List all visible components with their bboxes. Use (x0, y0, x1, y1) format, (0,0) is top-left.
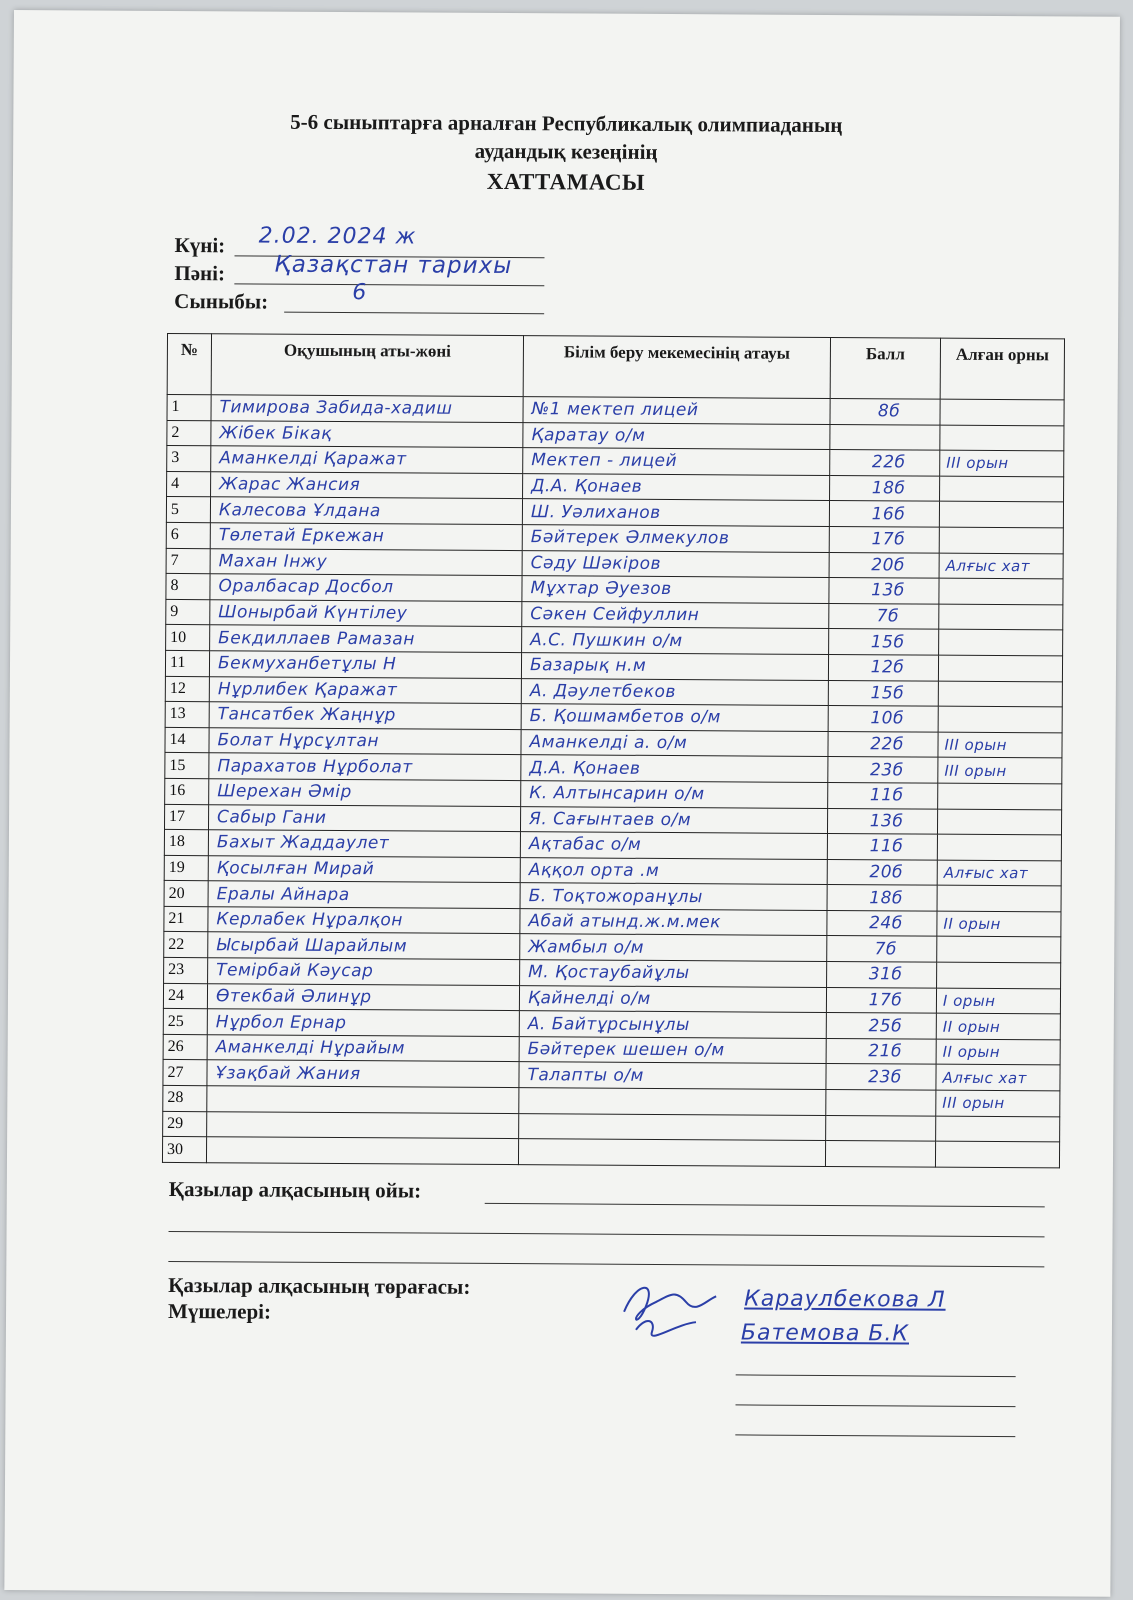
cell-number: 2 (167, 420, 211, 446)
cell-number: 26 (163, 1034, 207, 1060)
cell-student-name (207, 1086, 519, 1113)
cell-school: Мектеп - лицей (523, 448, 830, 475)
opinion-label: Қазылар алқасының ойы: (168, 1176, 422, 1203)
cell-place: II орын (937, 911, 1061, 937)
opinion-line-3 (168, 1261, 1044, 1267)
cell-school: Базарық н.м (521, 653, 828, 680)
title-line-2: аудандық кезеңінің (474, 138, 658, 164)
cell-place (938, 783, 1062, 809)
cell-place (938, 681, 1062, 707)
members-label: Мүшелері: (167, 1298, 272, 1324)
member-line-2 (735, 1404, 1015, 1407)
member-name: Батемова Б.К (740, 1320, 910, 1347)
cell-school: Бәйтерек Әлмекулов (522, 525, 829, 552)
cell-place: II орын (936, 1039, 1060, 1065)
cell-number: 27 (163, 1060, 207, 1086)
cell-place: Алғыс хат (939, 553, 1063, 579)
cell-number: 4 (167, 471, 211, 497)
cell-school (518, 1139, 825, 1166)
cell-number: 7 (166, 548, 210, 574)
cell-number: 29 (163, 1111, 207, 1137)
cell-student-name: Шерехан Әмір (209, 779, 521, 806)
cell-place: Алғыс хат (936, 1065, 1060, 1091)
subject-label: Пәні: (174, 260, 226, 286)
cell-school: М. Қостаубайұлы (520, 960, 827, 987)
cell-school: Қаратау о/м (523, 422, 830, 449)
cell-school: Абай атынд.ж.м.мек (520, 908, 827, 935)
cell-school: Талапты о/м (519, 1062, 826, 1089)
cell-place (937, 809, 1061, 835)
cell-number: 10 (166, 625, 210, 651)
cell-score (826, 1115, 936, 1141)
cell-score: 12б (828, 654, 938, 680)
cell-place (939, 630, 1063, 656)
cell-place: III орын (938, 757, 1062, 783)
cell-score: 13б (829, 578, 939, 604)
cell-score: 31б (827, 962, 937, 988)
cell-score (825, 1141, 935, 1167)
col-number: № (167, 333, 211, 394)
cell-school: Ақтабас о/м (520, 832, 827, 859)
chair-signature-icon (616, 1272, 726, 1343)
cell-number: 18 (164, 830, 208, 856)
cell-score (826, 1090, 936, 1116)
cell-student-name: Тимирова Забида-хадиш (211, 395, 523, 422)
cell-school (519, 1088, 826, 1115)
cell-place (939, 578, 1063, 604)
cell-score: 7б (827, 936, 937, 962)
cell-student-name: Бекдиллаев Рамазан (210, 625, 522, 652)
cell-student-name: Болат Нұрсұлтан (209, 727, 521, 754)
cell-school: №1 мектеп лицей (523, 397, 830, 424)
member-line-3 (735, 1434, 1015, 1437)
grade-value: 6 (352, 280, 368, 306)
title-line-1: 5-6 сыныптарға арналған Республикалық олимпиаданың (290, 109, 843, 138)
cell-score: 22б (828, 731, 938, 757)
col-student-name: Оқушының аты-жөні (211, 334, 523, 397)
document-page (4, 10, 1120, 1597)
cell-place (937, 937, 1061, 963)
grade-underline (284, 312, 544, 315)
col-score: Балл (830, 337, 940, 399)
cell-number: 22 (164, 932, 208, 958)
cell-student-name: Аманкелді Қаражат (211, 446, 523, 473)
cell-student-name: Сабыр Гани (208, 804, 520, 831)
results-table (162, 333, 1065, 1168)
cell-place (940, 476, 1064, 502)
cell-student-name: Тансатбек Жаңнұр (209, 702, 521, 729)
cell-score: 20б (829, 552, 939, 578)
cell-student-name: Оралбасар Досбол (210, 574, 522, 601)
cell-student-name: Аманкелді Нұрайым (207, 1035, 519, 1062)
cell-student-name (207, 1111, 519, 1138)
cell-place (937, 834, 1061, 860)
cell-student-name: Нұрлибек Қаражат (209, 676, 521, 703)
cell-student-name: Парахатов Нұрболат (209, 753, 521, 780)
cell-place (936, 1116, 1060, 1142)
cell-school (519, 1113, 826, 1140)
table-row (162, 1137, 1059, 1168)
col-school: Білім беру мекемесінің атауы (523, 336, 830, 399)
cell-number: 16 (165, 778, 209, 804)
cell-score: 11б (827, 834, 937, 860)
subject-underline (234, 283, 544, 286)
cell-number: 21 (164, 906, 208, 932)
cell-number: 19 (164, 855, 208, 881)
cell-number: 1 (167, 394, 211, 420)
cell-number: 3 (167, 446, 211, 472)
cell-place (938, 706, 1062, 732)
cell-place: III орын (940, 450, 1064, 476)
cell-student-name (206, 1137, 518, 1164)
cell-score: 10б (828, 706, 938, 732)
cell-student-name: Темірбай Кәусар (208, 958, 520, 985)
cell-student-name: Ералы Айнара (208, 881, 520, 908)
cell-score: 13б (827, 808, 937, 834)
cell-place (940, 399, 1064, 425)
cell-number: 17 (164, 804, 208, 830)
cell-score: 18б (830, 475, 940, 501)
cell-school: Бәйтерек шешен о/м (519, 1036, 826, 1063)
cell-school: Сәду Шәкіров (522, 550, 829, 577)
cell-place (940, 425, 1064, 451)
grade-label: Сыныбы: (174, 288, 269, 314)
cell-school: Д.А. Қонаев (523, 473, 830, 500)
cell-number: 12 (165, 676, 209, 702)
cell-school: Жамбыл о/м (520, 934, 827, 961)
cell-place (937, 962, 1061, 988)
cell-place (938, 655, 1062, 681)
opinion-line-1 (485, 1203, 1045, 1207)
cell-student-name: Махан Інжу (210, 548, 522, 575)
cell-score (830, 424, 940, 450)
cell-school: Аққол орта .м (520, 857, 827, 884)
cell-score: 11б (828, 782, 938, 808)
cell-score: 17б (829, 526, 939, 552)
cell-student-name: Жарас Жансия (211, 471, 523, 498)
cell-school: Б. Тоқтожоранұлы (520, 883, 827, 910)
cell-score: 18б (827, 885, 937, 911)
cell-student-name: Шонырбай Күнтілеу (210, 599, 522, 626)
cell-score: 8б (830, 398, 940, 424)
chair-label: Қазылар алқасының төрағасы: (168, 1272, 471, 1299)
cell-score: 22б (830, 450, 940, 476)
cell-student-name: Калесова Ұлдана (210, 497, 522, 524)
cell-student-name: Бекмуханбетұлы Н (209, 651, 521, 678)
date-value: 2.02. 2024 ж (258, 223, 417, 250)
cell-number: 20 (164, 881, 208, 907)
cell-school: Сәкен Сейфуллин (522, 601, 829, 628)
cell-score: 16б (829, 501, 939, 527)
cell-student-name: Нұрбол Ернар (207, 1009, 519, 1036)
cell-number: 24 (163, 983, 207, 1009)
cell-place (939, 527, 1063, 553)
cell-student-name: Керлабек Нұралқон (208, 907, 520, 934)
cell-place: II орын (936, 1013, 1060, 1039)
cell-student-name: Ұзақбай Жания (207, 1060, 519, 1087)
opinion-line-2 (169, 1231, 1045, 1237)
cell-place (939, 604, 1063, 630)
cell-student-name: Бахыт Жаддаулет (208, 830, 520, 857)
cell-school: А. Дәулетбеков (521, 678, 828, 705)
cell-number: 5 (166, 497, 210, 523)
cell-school: Я. Сағынтаев о/м (520, 806, 827, 833)
cell-place (935, 1141, 1059, 1167)
cell-student-name: Ысырбай Шарайлым (208, 932, 520, 959)
cell-score: 17б (826, 987, 936, 1013)
cell-number: 11 (165, 650, 209, 676)
cell-score: 15б (829, 629, 939, 655)
cell-number: 14 (165, 727, 209, 753)
cell-number: 28 (163, 1085, 207, 1111)
subject-value: Қазақстан тарихы (274, 251, 513, 280)
cell-school: Аманкелді а. о/м (521, 729, 828, 756)
cell-number: 13 (165, 702, 209, 728)
cell-score: 24б (827, 910, 937, 936)
table-header-row (167, 333, 1064, 399)
date-label: Күні: (174, 232, 226, 258)
cell-student-name: Төлетай Еркежан (210, 523, 522, 550)
cell-number: 23 (164, 957, 208, 983)
member-line-1 (736, 1374, 1016, 1377)
cell-number: 30 (162, 1137, 206, 1163)
cell-student-name: Өтекбай Әлинұр (207, 983, 519, 1010)
cell-school: Д.А. Қонаев (521, 755, 828, 782)
cell-number: 15 (165, 753, 209, 779)
cell-number: 25 (163, 1009, 207, 1035)
cell-score: 20б (827, 859, 937, 885)
cell-score: 23б (826, 1064, 936, 1090)
cell-score: 7б (829, 603, 939, 629)
cell-school: Б. Қошмамбетов о/м (521, 704, 828, 731)
cell-score: 21б (826, 1038, 936, 1064)
cell-score: 25б (826, 1013, 936, 1039)
cell-place: I орын (936, 988, 1060, 1014)
cell-place: III орын (936, 1090, 1060, 1116)
cell-number: 6 (166, 522, 210, 548)
cell-school: А. Байтұрсынұлы (519, 1011, 826, 1038)
cell-number: 9 (166, 599, 210, 625)
cell-student-name: Қосылған Мирай (208, 855, 520, 882)
cell-school: Қайнелді о/м (519, 985, 826, 1012)
cell-place: III орын (938, 732, 1062, 758)
chair-name: Караулбекова Л (744, 1286, 946, 1313)
cell-place: Алғыс хат (937, 860, 1061, 886)
cell-place (937, 885, 1061, 911)
cell-school: А.С. Пушкин о/м (522, 627, 829, 654)
cell-school: Мұхтар Әуезов (522, 576, 829, 603)
cell-score: 23б (828, 757, 938, 783)
col-place: Алған орны (940, 338, 1064, 400)
title-line-3: ХАТТАМАСЫ (486, 168, 646, 195)
cell-score: 15б (828, 680, 938, 706)
cell-place (939, 502, 1063, 528)
cell-number: 8 (166, 574, 210, 600)
cell-school: Ш. Уәлиханов (522, 499, 829, 526)
cell-school: К. Алтынсарин о/м (521, 781, 828, 808)
cell-student-name: Жібек Бікақ (211, 420, 523, 447)
